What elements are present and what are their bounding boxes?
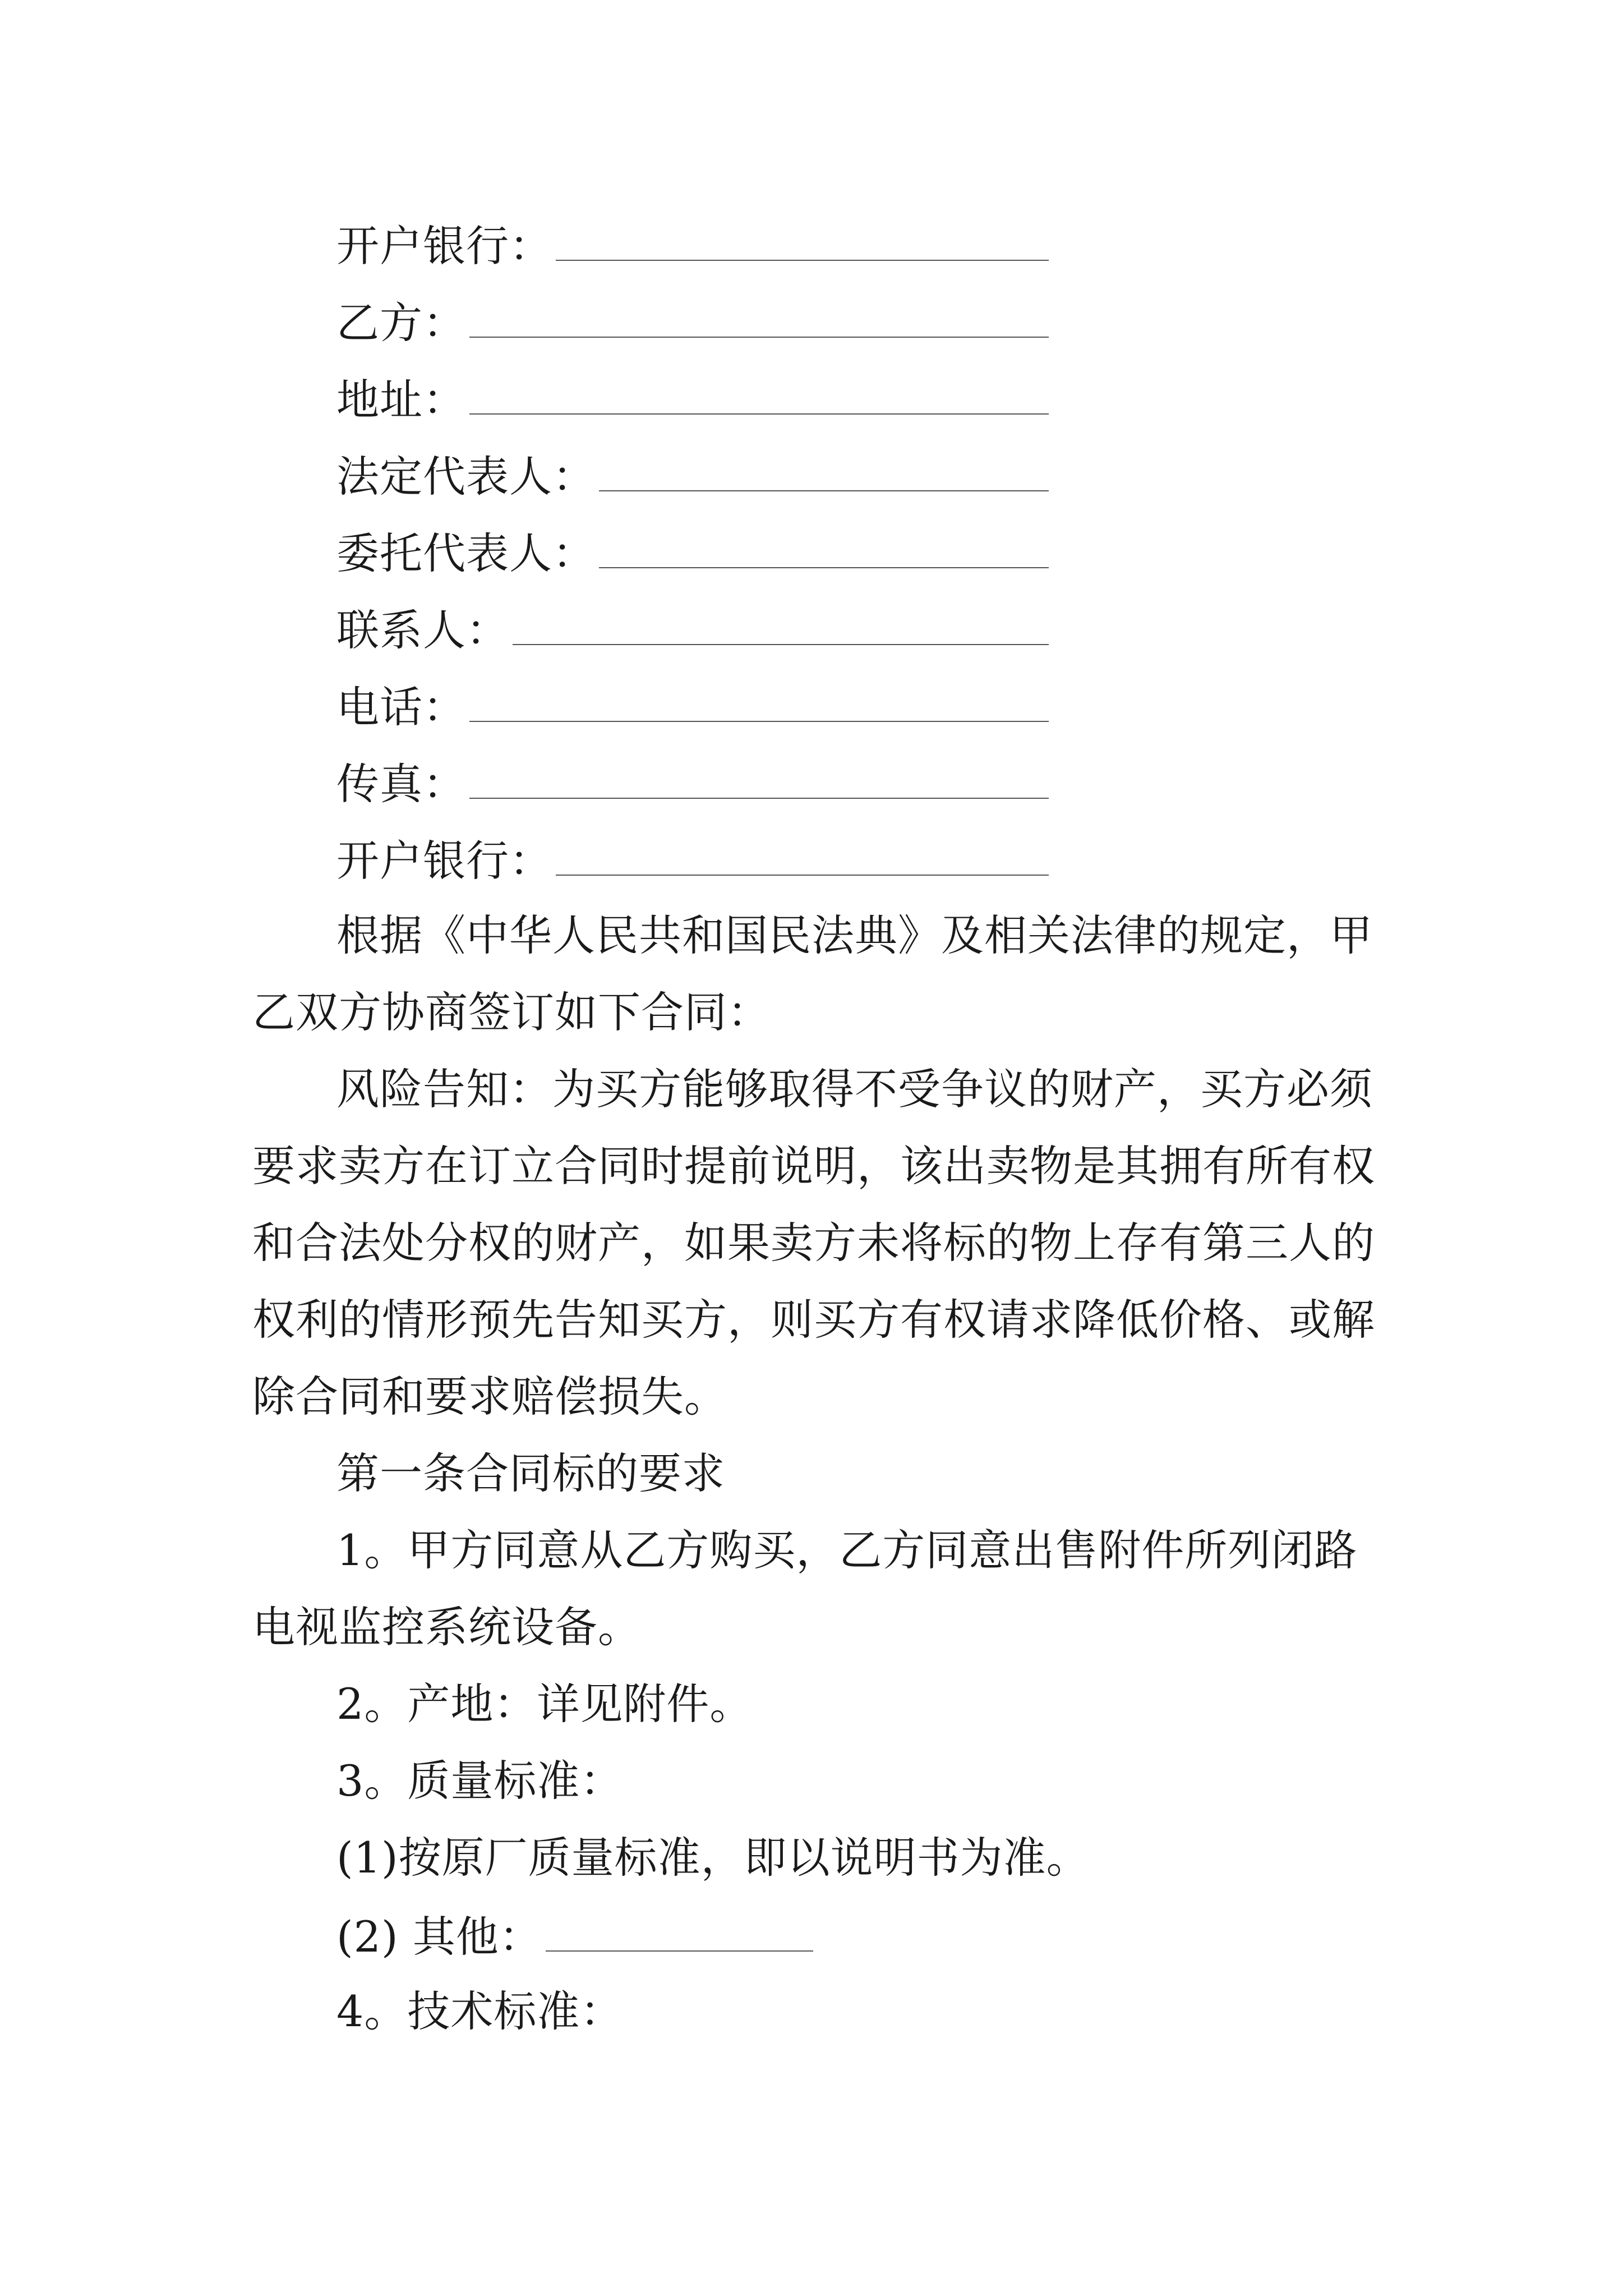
blank-line (469, 754, 1049, 799)
risk-paragraph-line: 权利的情形预先告知买方，则买方有权请求降低价格、或解 (252, 1295, 1375, 1345)
blank-line (513, 600, 1049, 645)
risk-paragraph-line: 和合法处分权的财产，如果卖方未将标的物上存有第三人的 (252, 1218, 1375, 1268)
blank-line (546, 1907, 813, 1952)
field-party-b (336, 293, 1049, 349)
field-label: 地址： (336, 375, 466, 425)
article-item-line: 1。甲方同意从乙方购买，乙方同意出售附件所列闭路 (336, 1525, 1358, 1575)
field-bank-a (336, 216, 1049, 272)
field-label: 电话： (336, 682, 466, 732)
field-label: (2) 其他： (336, 1912, 542, 1962)
quality-other-field (336, 1907, 813, 1963)
blank-line (469, 370, 1049, 415)
field-legal-representative (336, 447, 1049, 503)
blank-line (469, 677, 1049, 722)
risk-paragraph-line: 风险告知：为买方能够取得不受争议的财产，买方必须 (336, 1064, 1373, 1114)
article-item-quality: 3。质量标准： (336, 1756, 624, 1806)
field-fax (336, 754, 1049, 810)
article-item-technical: 4。技术标准： (336, 1986, 624, 2036)
intro-paragraph-line: 根据《中华人民共和国民法典》及相关法律的规定，甲 (336, 910, 1373, 960)
risk-paragraph-line: 要求卖方在订立合同时提前说明，该出卖物是其拥有所有权 (252, 1141, 1375, 1191)
field-authorized-representative (336, 523, 1049, 579)
field-contact-person (336, 600, 1049, 656)
field-phone (336, 677, 1049, 733)
field-bank-b (336, 831, 1049, 887)
field-label: 开户银行： (336, 221, 552, 271)
blank-line (599, 523, 1049, 568)
intro-paragraph-line: 乙双方协商签订如下合同： (252, 987, 771, 1037)
field-address (336, 370, 1049, 426)
field-label: 委托代表人： (336, 528, 596, 578)
risk-paragraph-line: 除合同和要求赔偿损失。 (252, 1372, 727, 1421)
field-label: 开户银行： (336, 836, 552, 886)
blank-line (556, 831, 1049, 876)
field-label: 乙方： (336, 298, 466, 348)
quality-sub-item: (1)按原厂质量标准，即以说明书为准。 (336, 1833, 1090, 1883)
blank-line (599, 447, 1049, 491)
blank-line (469, 293, 1049, 338)
article-title: 第一条合同标的要求 (336, 1448, 725, 1498)
field-label: 联系人： (336, 605, 509, 655)
article-item-line: 电视监控系统设备。 (252, 1602, 641, 1652)
blank-line (556, 216, 1049, 261)
field-label: 法定代表人： (336, 452, 596, 501)
field-label: 传真： (336, 759, 466, 809)
article-item-origin: 2。产地：详见附件。 (336, 1679, 753, 1729)
